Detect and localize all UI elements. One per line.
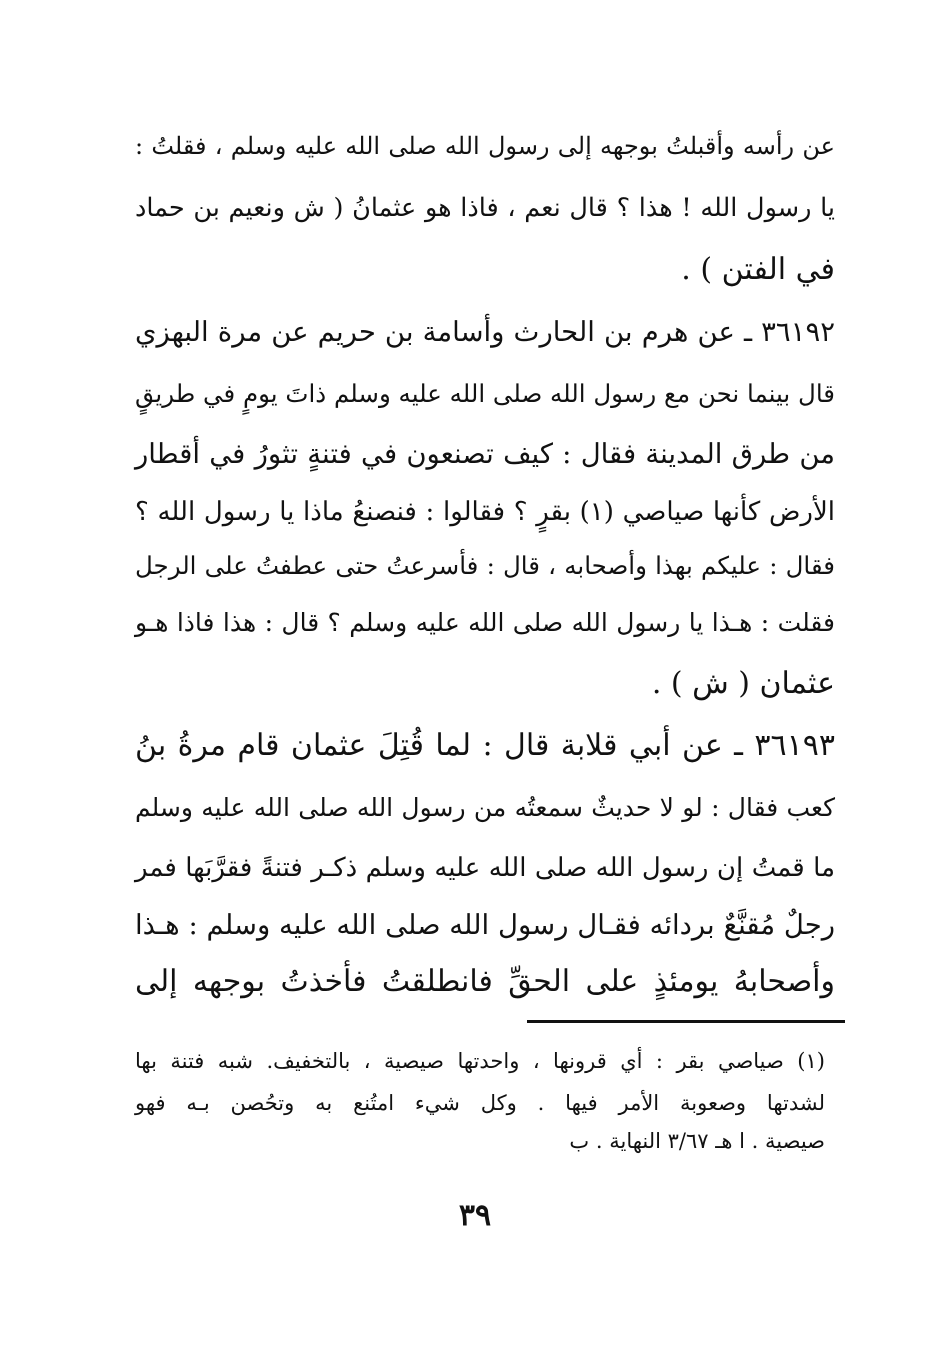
text-line-4: ٣٦١٩٢ ـ عن هرم بن الحارث وأسامة بن حريم عن مرة البهزي — [135, 316, 835, 348]
footnote-line-3: صيصية . ا هـ ٣/٦٧ النهاية . ب — [569, 1129, 825, 1153]
text-line-8: فقال : عليكم بهذا وأصحابه ، قال : فأسرعتُ حتى عطفتُ على الرجل — [135, 551, 835, 580]
footnote-separator — [527, 1020, 845, 1023]
text-line-2: يا رسول الله ! هذا ؟ قال نعم ، فاذا هو عثمانُ ( ش ونعيم بن حماد — [135, 193, 835, 223]
page-number: ٣٩ — [458, 1198, 492, 1233]
text-line-7: الأرض كأنها صياصي (١) بقرٍ ؟ فقالوا : فنصنعُ ماذا يا رسول الله ؟ — [135, 497, 836, 527]
text-line-13: ما قمتُ إن رسول الله صلى الله عليه وسلم ذكـر فتنةً فقرَّبَها فمر — [135, 853, 835, 883]
text-line-14: رجلٌ مُقنَّعٌ بردائه فقـال رسول الله صلى الله عليه وسلم : هـذا — [135, 909, 835, 941]
text-line-15: وأصحابهُ يومئذٍ على الحقِّ فانطلقتُ فأخذتُ بوجهه إلى — [135, 964, 835, 999]
text-line-6: من طرق المدينة فقال : كيف تصنعون في فتنةٍ تثورُ في أقطار — [135, 438, 835, 470]
text-line-5: قال بينما نحن مع رسول الله صلى الله عليه وسلم ذاتَ يومٍ في طريقٍ — [135, 379, 835, 408]
text-line-1: عن رأسه وأقبلتُ بوجهه إلى رسول الله صلى الله عليه وسلم ، فقلتُ : — [135, 132, 835, 160]
text-line-10: عثمان ( ش ) . — [651, 666, 835, 701]
text-line-11: ٣٦١٩٣ ـ عن أبي قلابة قال : لما قُتِلَ عثمان قام مرةُ بنُ — [135, 728, 835, 763]
text-line-12: كعب فقال : لو لا حديثٌ سمعتُه من رسول الله صلى الله عليه وسلم — [135, 793, 835, 822]
footnote-line-1: (١) صياصي بقر : أي قرونها ، واحدتها صيصية ، بالتخفيف. شبه فتنة بها — [135, 1049, 825, 1073]
text-line-3: في الفتن ) . — [681, 252, 835, 287]
footnote-line-2: لشدتها وصعوبة الأمر فيها . وكل شيء امتُنع به وتحُصن بـه فهو — [135, 1091, 825, 1115]
text-line-9: فقلت : هـذا يا رسول الله صلى الله عليه وسلم ؟ قال : هذا فاذا هـو — [135, 608, 835, 637]
